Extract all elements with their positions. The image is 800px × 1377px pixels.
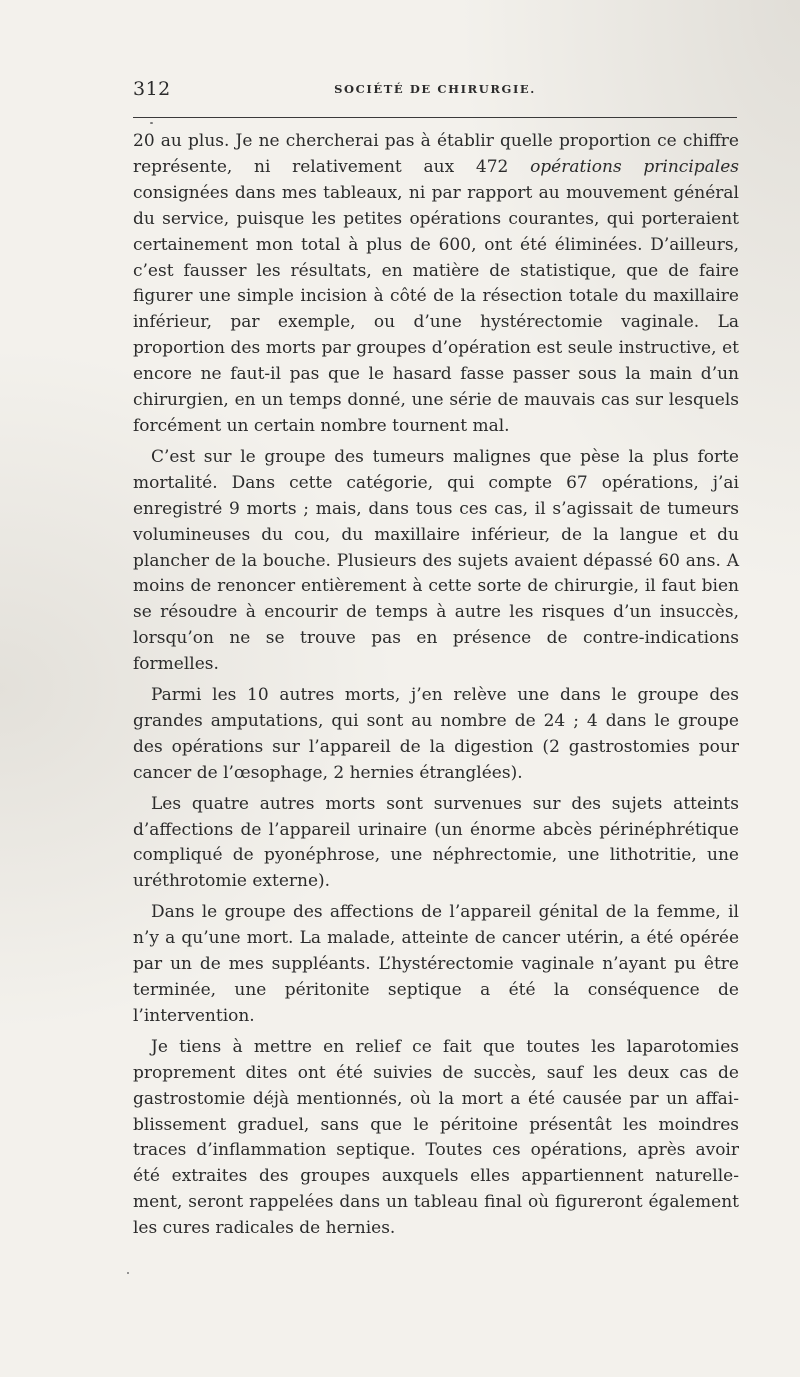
paragraph-1 [133, 129, 739, 440]
paragraph-1-end: consignées dans mes tableaux, ni par rapport au mouvement général du service, puisque les petites opérations courantes, qui porteraient certainement mon total à plus de 600, ont été éliminées. D’ailleurs, c’est fausser les résultats, en matière de statistique, que de faire figurer une simple incision à côté de la résection totale du maxillaire inférieur, par exemple, ou d’une hystérectomie vaginale. La proportion des morts par groupes d’opération est seule instructive, et encore ne faut-il pas que le hasard fasse passer sous la main d’un chirurgien, en un temps donné, une série de mauvais cas sur lesquels forcément un certain nombre tournent mal. [133, 182, 739, 436]
paragraph-3: Parmi les 10 autres morts, j’en relève une dans le groupe des grandes amputations, qui sont au nombre de 24 ; 4 dans le groupe des opérations sur l’appareil de la digestion (2 gastrostomies pour cancer de l’œsophage, 2 hernies étranglées). [133, 685, 739, 783]
page-header [133, 78, 737, 104]
header-rule [133, 117, 737, 118]
page-number: 312 [133, 78, 171, 100]
paragraph-4: Les quatre autres morts sont survenues sur des sujets atteints d’affections de l’appareil urinaire (un énorme abcès périnéphrétique compliqué de pyonéphrose, une néphrectomie, une lithotritie, une uréthrotomie externe). [133, 793, 739, 892]
body-text [133, 129, 739, 1247]
emphasis-principal-operations: opérations principales [530, 156, 739, 177]
paragraph-5: Dans le groupe des affections de l’appareil génital de la femme, il n’y a qu’une mort. La malade, atteinte de cancer utérin, a été opérée par un de mes suppléants. L’hystérectomie vaginale n’ayant pu être terminée, une péritonite septique a été la conséquence de l’intervention. [133, 902, 739, 1026]
paper-speck [127, 1272, 129, 1274]
paragraph-1-start: 20 au plus. Je ne chercherai pas à établir quelle proportion ce chiffre représente, ni relativement aux 472 [133, 131, 739, 177]
paper-speck [150, 122, 153, 124]
running-title: SOCIÉTÉ DE CHIRURGIE. [334, 82, 536, 96]
paragraph-2: C’est sur le groupe des tumeurs malignes que pèse la plus forte mortalité. Dans cette catégorie, qui compte 67 opérations, j’ai enregistré 9 morts ; mais, dans tous ces cas, il s’agissait de tumeurs volumineuses du cou, du maxillaire inférieur, de la langue et du plancher de la bouche. Plusieurs des sujets avaient dépassé 60 ans. A moins de renoncer entièrement à cette sorte de chirurgie, il faut bien se résoudre à encourir de temps à autre les risques d’un insuccès, lorsqu’on ne se trouve pas en présence de contre-indications formelles. [133, 446, 739, 675]
paragraph-6: Je tiens à mettre en relief ce fait que toutes les laparotomies proprement dites ont été suivies de succès, sauf les deux cas de gastrostomie déjà mentionnés, où la mort a été causée par un affaiblissement graduel, sans que le péritoine présentât les moindres traces d’inflammation septique. Toutes ces opérations, après avoir été extraites des groupes auxquels elles appartiennent naturellement, seront rappelées dans un tableau final où figureront également les cures radicales de hernies. [133, 1036, 739, 1239]
